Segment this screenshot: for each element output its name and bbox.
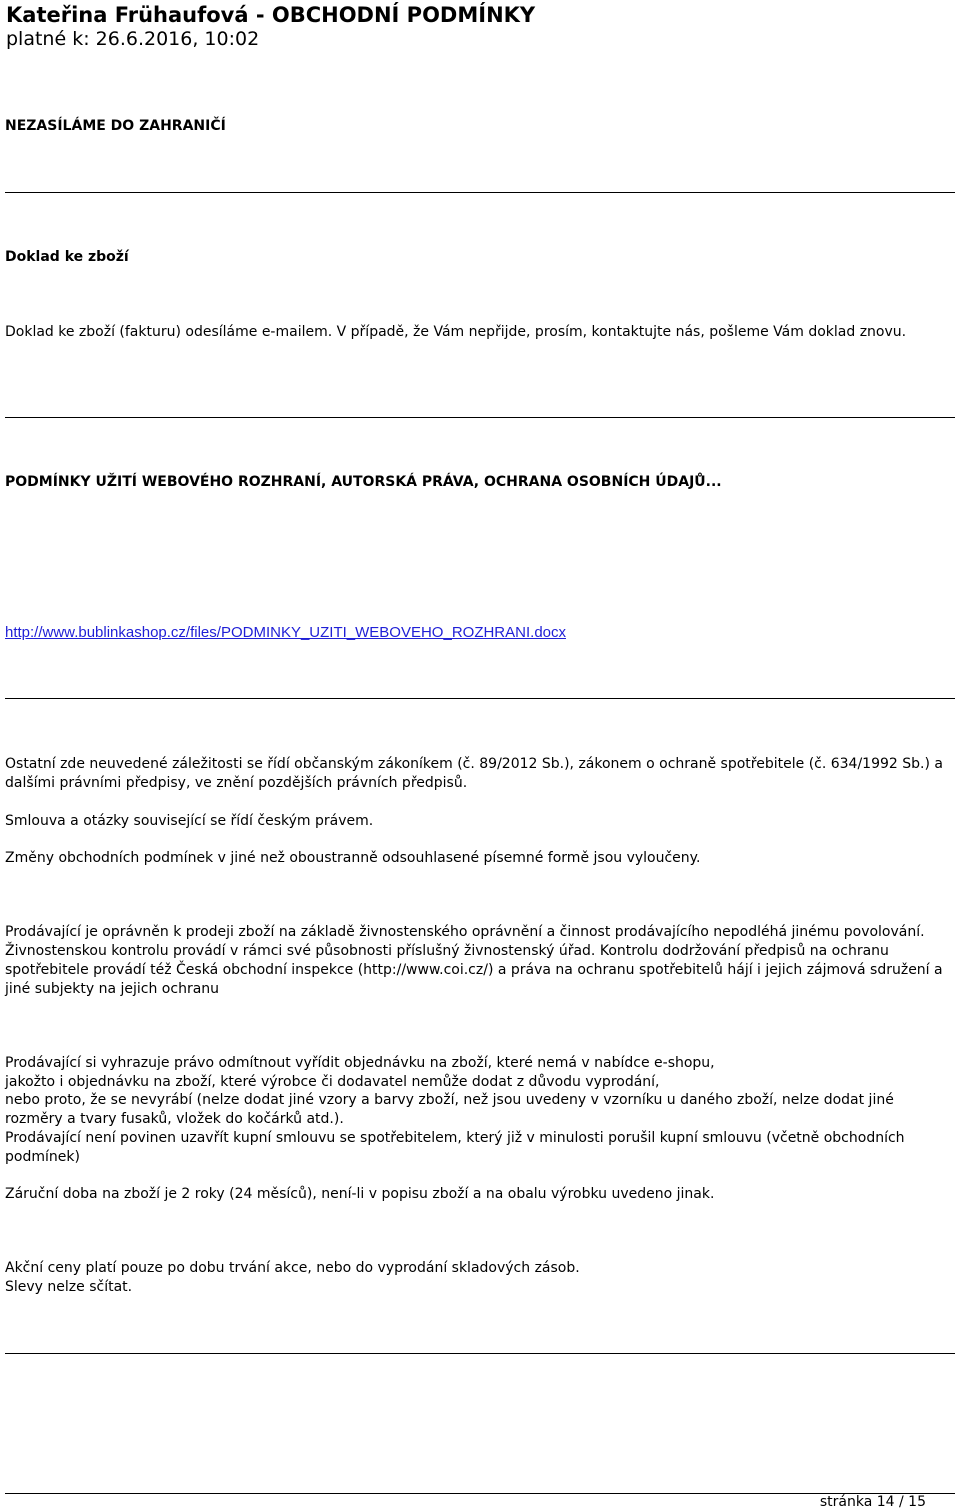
divider bbox=[5, 698, 955, 699]
divider bbox=[5, 1353, 955, 1354]
terms-document-link[interactable]: http://www.bublinkashop.cz/files/PODMINKY_UZITI_WEBOVEHO_ROZHRANI.docx bbox=[5, 624, 566, 641]
heading-no-abroad: NEZASÍLÁME DO ZAHRANIČÍ bbox=[5, 118, 226, 134]
document-date: platné k: 26.6.2016, 10:02 bbox=[6, 28, 260, 50]
footer-divider bbox=[5, 1493, 955, 1494]
invoice-text: Doklad ke zboží (fakturu) odesíláme e-mailem. V případě, že Vám nepřijde, prosím, kontaktujte nás, pošleme Vám doklad znovu. bbox=[5, 324, 907, 340]
paragraph-warranty: Záruční doba na zboží je 2 roky (24 měsíců), není-li v popisu zboží a na obalu výrobku uvedeno jinak. bbox=[5, 1186, 715, 1202]
divider bbox=[5, 192, 955, 193]
document-title: Kateřina Frühaufová - OBCHODNÍ PODMÍNKY bbox=[6, 3, 536, 27]
paragraph-sale-prices: Akční ceny platí pouze po dobu trvání akce, nebo do vyprodání skladových zásob. bbox=[5, 1260, 580, 1276]
paragraph-legal-references: Ostatní zde neuvedené záležitosti se řídí občanským zákoníkem (č. 89/2012 Sb.), zákonem o ochraně spotřebitele (č. 634/1992 Sb.) a dalšími právními předpisy, ve znění pozdějších právních předpisů. bbox=[5, 756, 943, 791]
paragraph-order-refusal-1: Prodávající si vyhrazuje právo odmítnout vyřídit objednávku na zboží, které nemá v nabídce e-shopu, bbox=[5, 1055, 715, 1071]
paragraph-trade-license: Prodávající je oprávněn k prodeji zboží na základě živnostenského oprávnění a činnost prodávajícího nepodléhá jinému povolování. Živnostenskou kontrolu provádí v rámci své působnosti příslušný živnostenský úřad. Kontrolu dodržování předpisů na ochranu spotřebitele provádí též Česká obchodní inspekce (http://www.coi.cz/) a práva na ochranu spotřebitelů hájí i jejich zájmová sdružení a jiné subjekty na jejich ochranu bbox=[5, 924, 943, 997]
heading-invoice: Doklad ke zboží bbox=[5, 249, 129, 265]
paragraph-changes: Změny obchodních podmínek v jiné než oboustranně odsouhlasené písemné formě jsou vyloučeny. bbox=[5, 850, 701, 866]
heading-terms: PODMÍNKY UŽITÍ WEBOVÉHO ROZHRANÍ, AUTORSKÁ PRÁVA, OCHRANA OSOBNÍCH ÚDAJŮ... bbox=[5, 474, 722, 490]
page-number: stránka 14 / 15 bbox=[819, 1494, 926, 1510]
paragraph-order-refusal-2: jakožto i objednávku na zboží, které výrobce či dodavatel nemůže dodat z důvodu vyprodání, bbox=[5, 1074, 660, 1090]
paragraph-order-refusal-3: nebo proto, že se nevyrábí (nelze dodat jiné vzory a barvy zboží, než jsou uvedeny v vzorníku u daného zboží, nelze dodat jiné rozměry a tvary fusaků, vložek do kočárků atd.). bbox=[5, 1092, 894, 1127]
divider bbox=[5, 417, 955, 418]
paragraph-discounts: Slevy nelze sčítat. bbox=[5, 1279, 133, 1295]
paragraph-czech-law: Smlouva a otázky související se řídí českým právem. bbox=[5, 813, 374, 829]
paragraph-order-refusal-4: Prodávající není povinen uzavřít kupní smlouvu se spotřebitelem, který již v minulosti porušil kupní smlouvu (včetně obchodních podmínek) bbox=[5, 1130, 905, 1165]
